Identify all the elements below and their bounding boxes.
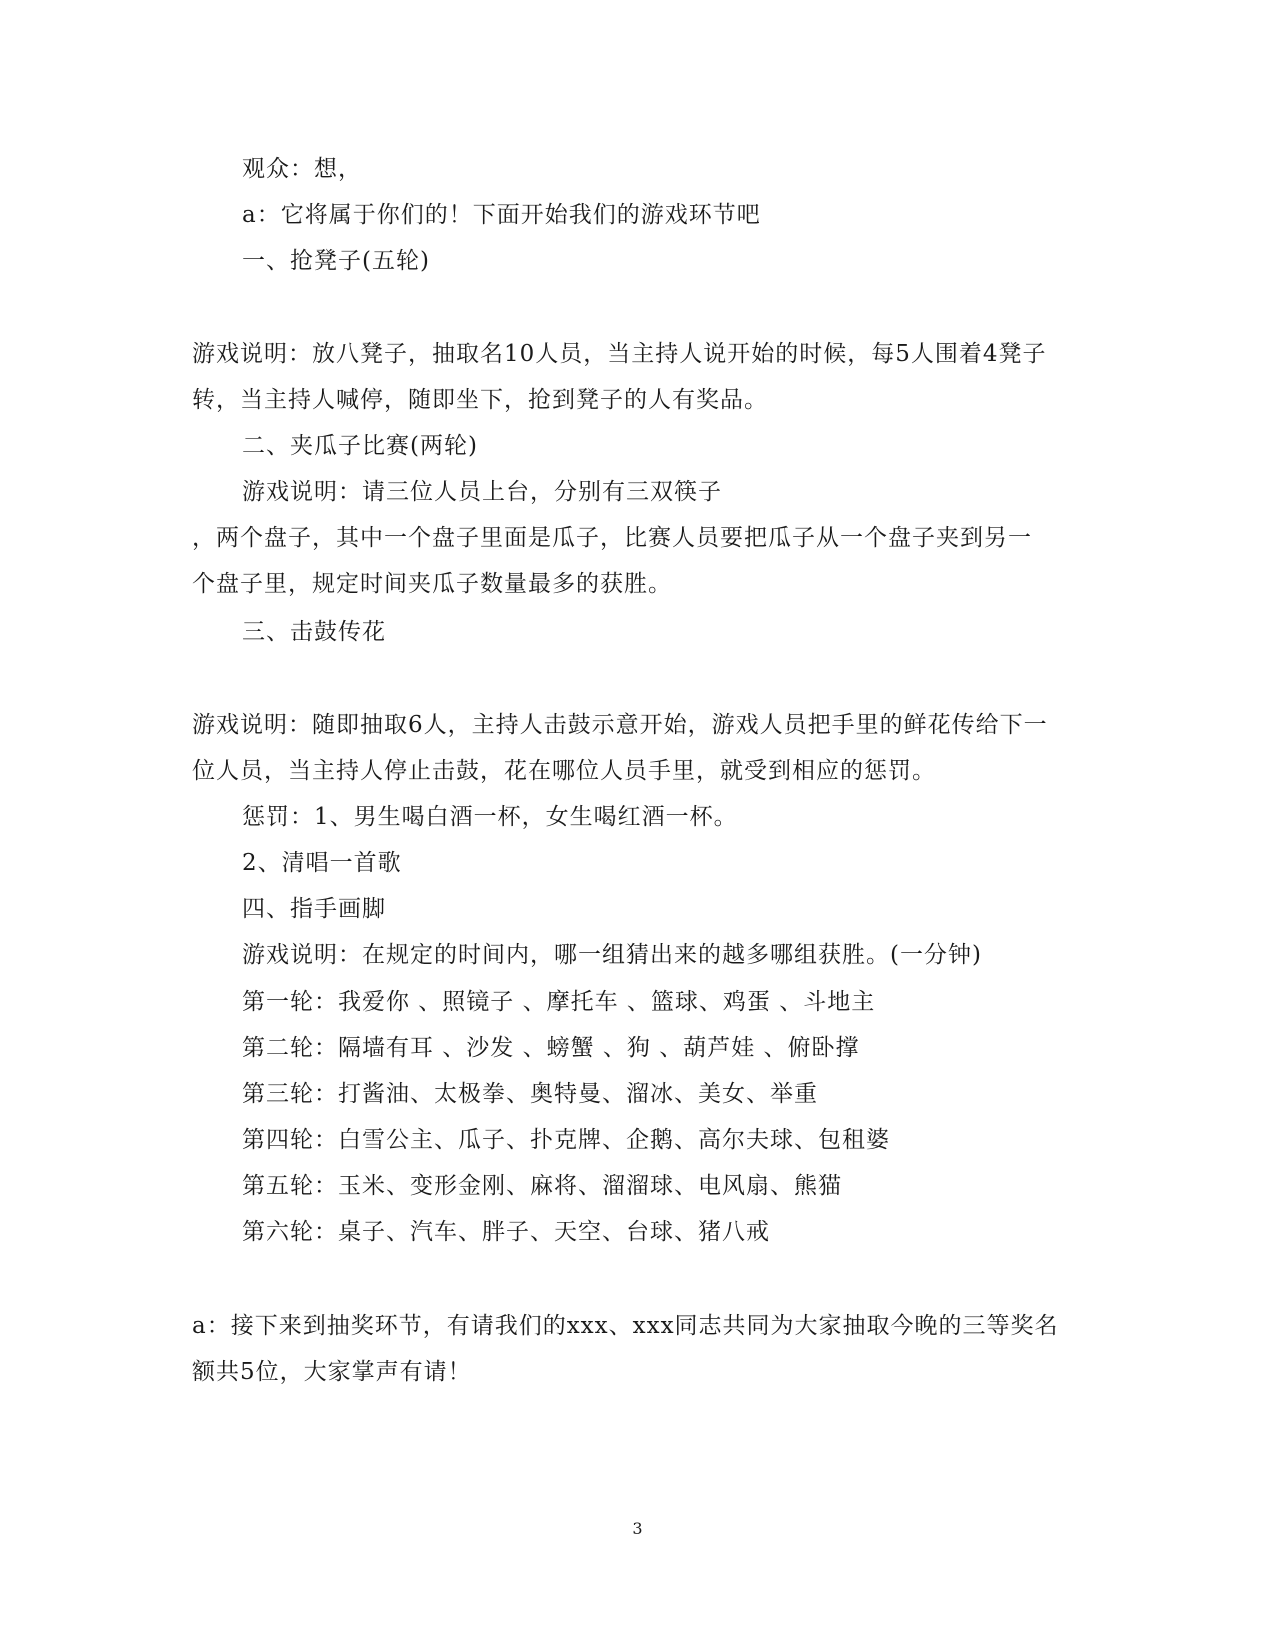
- round-line: 第三轮：打酱油、太极拳、奥特曼、溜冰、美女、举重: [242, 1081, 818, 1107]
- round-line: 第四轮：白雪公主、瓜子、扑克牌、企鹅、高尔夫球、包租婆: [242, 1127, 890, 1153]
- round-line: 第五轮：玉米、变形金刚、麻将、溜溜球、电风扇、熊猫: [242, 1173, 842, 1199]
- text-line: a：接下来到抽奖环节，有请我们的xxx、xxx同志共同为大家抽取今晚的三等奖名: [192, 1313, 1059, 1339]
- heading-game-1: 一、抢凳子(五轮): [242, 248, 430, 274]
- text-line: 额共5位，大家掌声有请！: [192, 1359, 472, 1385]
- page-number: 3: [632, 1519, 643, 1538]
- text-line: 转，当主持人喊停，随即坐下，抢到凳子的人有奖品。: [192, 387, 768, 413]
- round-line: 第二轮：隔墙有耳 、沙发 、螃蟹 、狗 、葫芦娃 、俯卧撑: [242, 1035, 860, 1061]
- text-line: 游戏说明：请三位人员上台，分别有三双筷子: [242, 479, 722, 505]
- heading-game-3: 三、击鼓传花: [242, 619, 386, 645]
- text-line: a：它将属于你们的！下面开始我们的游戏环节吧: [242, 202, 761, 228]
- text-line: ，两个盘子，其中一个盘子里面是瓜子，比赛人员要把瓜子从一个盘子夹到另一: [192, 525, 1032, 551]
- text-line: 惩罚：1、男生喝白酒一杯，女生喝红酒一杯。: [242, 804, 738, 830]
- text-line: 2、清唱一首歌: [242, 850, 402, 876]
- round-line: 第一轮：我爱你 、照镜子 、摩托车 、篮球、鸡蛋 、斗地主: [242, 989, 876, 1015]
- round-line: 第六轮：桌子、汽车、胖子、天空、台球、猪八戒: [242, 1219, 770, 1245]
- text-line: 个盘子里，规定时间夹瓜子数量最多的获胜。: [192, 571, 672, 597]
- text-line: 游戏说明：在规定的时间内，哪一组猜出来的越多哪组获胜。(一分钟): [242, 942, 982, 968]
- heading-game-2: 二、夹瓜子比赛(两轮): [242, 433, 478, 459]
- text-line: 观众：想，: [242, 156, 362, 182]
- heading-game-4: 四、指手画脚: [242, 896, 386, 922]
- text-line: 游戏说明：随即抽取6人，主持人击鼓示意开始，游戏人员把手里的鲜花传给下一: [192, 712, 1048, 738]
- text-line: 游戏说明：放八凳子，抽取名10人员，当主持人说开始的时候，每5人围着4凳子: [192, 341, 1047, 367]
- text-line: 位人员，当主持人停止击鼓，花在哪位人员手里，就受到相应的惩罚。: [192, 758, 936, 784]
